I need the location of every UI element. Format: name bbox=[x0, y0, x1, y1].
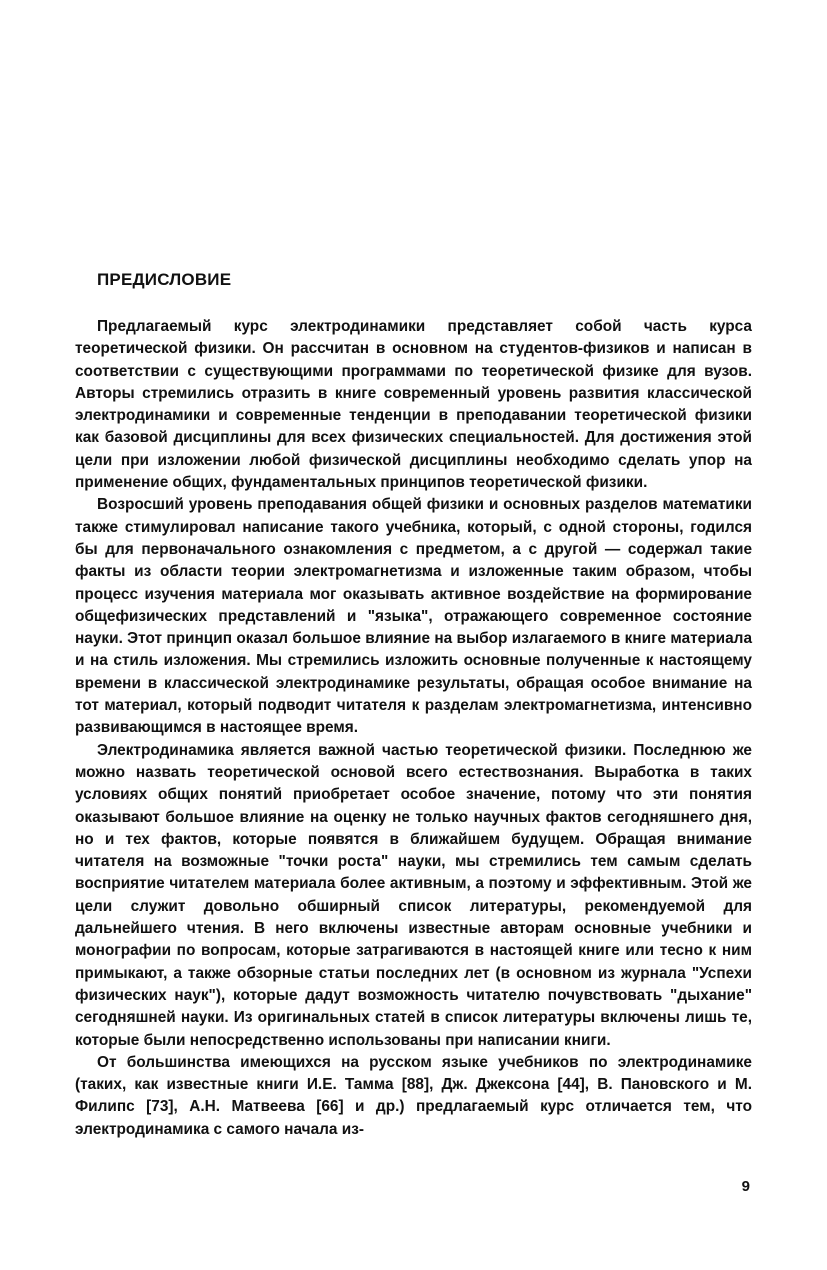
paragraph: Возросший уровень преподавания общей физики и основных разделов математики также стимулировал написание такого учебника, который, с одной стороны, годился бы для первоначального ознакомления с предметом, а с другой — содержал такие факты из области теории электромагнетизма и изложенные таким образом, чтобы процесс изучения материала мог оказывать активное воздействие на формирование общефизических представлений и "языка", отражающего современное состояние науки. Этот принцип оказал большое влияние на выбор излагаемого в книге материала и на стиль изложения. Мы стремились изложить основные полученные к настоящему времени в классической электродинамике результаты, обращая особое внимание на тот материал, который подводит читателя к разделам электромагнетизма, интенсивно развивающимся в настоящее время. bbox=[75, 496, 752, 737]
paragraph: Электродинамика является важной частью теоретической физики. Последнюю же можно назвать теоретической основой всего естествознания. Выработка в таких условиях общих понятий приобретает особое значение, потому что эти понятия оказывают большое влияние на оценку не только научных фактов сегодняшнего дня, но и тех фактов, которые появятся в ближайшем будущем. Обращая внимание читателя на возможные "точки роста" науки, мы стремились тем самым сделать восприятие читателем материала более активным, а поэтому и эффективным. Этой же цели служит довольно обширный список литературы, рекомендуемой для дальнейшего чтения. В него включены известные авторам основные учебники и монографии по вопросам, которые затрагиваются в настоящей книге или тесно к ним примыкают, а также обзорные статьи последних лет (в основном из журнала "Успехи физических наук"), которые дадут возможность читателю почувствовать "дыхание" сегодняшней науки. Из оригинальных статей в список литературы включены лишь те, которые были непосредственно использованы при написании книги. bbox=[75, 741, 752, 1049]
paragraph: От большинства имеющихся на русском языке учебников по электродинамике (таких, как известные книги И.Е. Тамма [88], Дж. Джексона [44], В. Пановского и М. Филипс [73], А.Н. Матвеева [66] и др.) предлагаемый курс отличается тем, что электродинамика с самого начала из- bbox=[75, 1053, 752, 1138]
section-heading: ПРЕДИСЛОВИЕ bbox=[97, 270, 232, 289]
preface-body bbox=[75, 316, 752, 1141]
page-number: 9 bbox=[741, 1178, 750, 1195]
book-page bbox=[75, 0, 755, 1270]
paragraph: Предлагаемый курс электродинамики представляет собой часть курса теоретической физики. Он рассчитан в основном на студентов-физиков и написан в соответствии с существующими программами по теоретической физике для вузов. Авторы стремились отразить в книге современный уровень развития классической электродинамики и современные тенденции в преподавании теоретической физики как базовой дисциплины для всех физических специальностей. Для достижения этой цели при изложении любой физической дисциплины необходимо сделать упор на применение общих, фундаментальных принципов теоретической физики. bbox=[75, 318, 752, 492]
